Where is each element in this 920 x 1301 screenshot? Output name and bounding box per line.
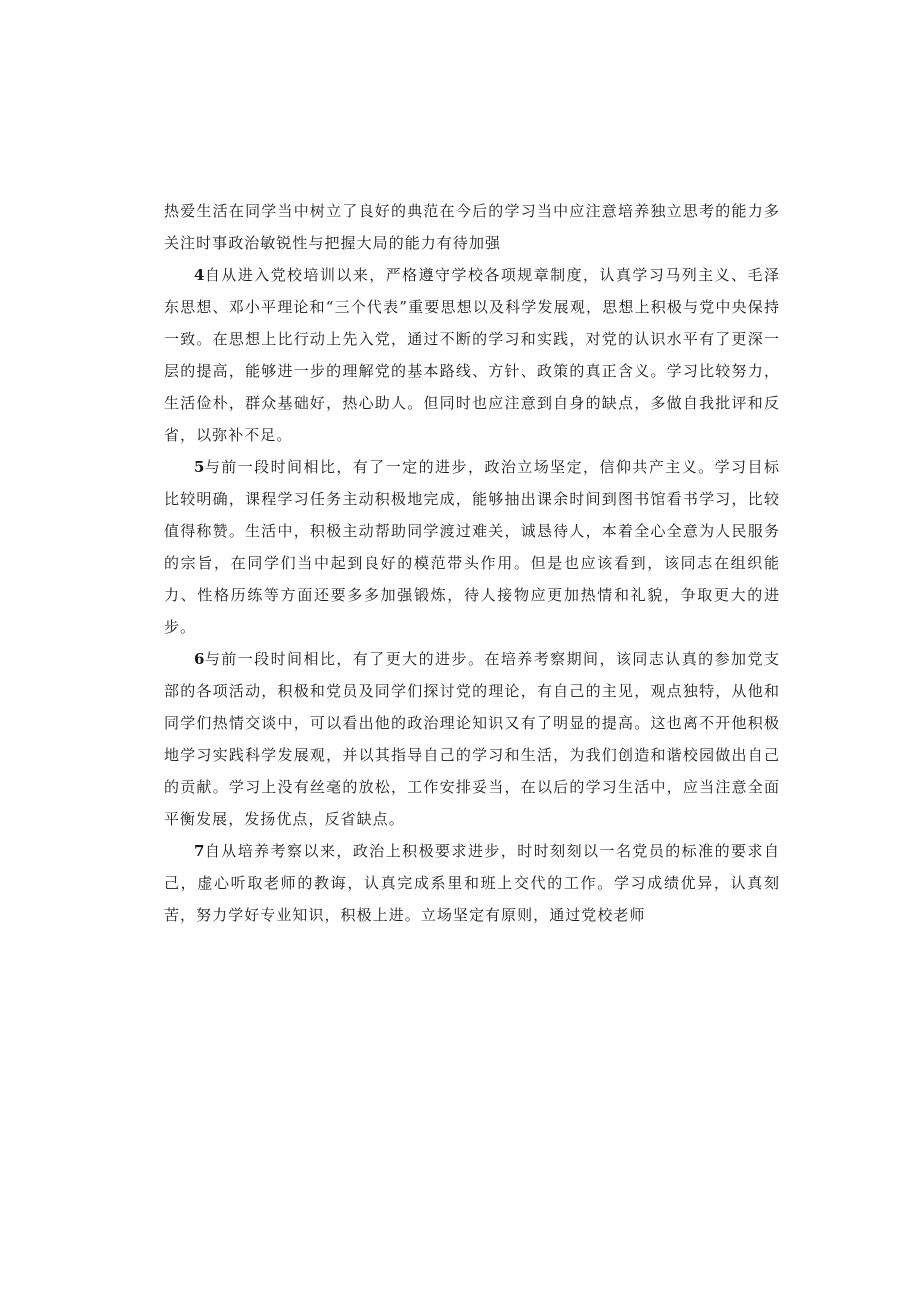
- paragraph-text: 与前一段时间相比，有了更大的进步。在培养考察期间，该同志认真的参加党支部的各项活动，积极和党员及同学们探讨党的理论，有自己的主见，观点独特，从他和同学们热情交谈中，可以看出他的政治理论知识又有了明显的提高。这也离不开他积极地学习实践科学发展观，并以其指导自己的学习和生活，为我们创造和谐校园做出自己的贡献。学习上没有丝毫的放松，工作安排妥当，在以后的学习生活中，应当注意全面平衡发展，发扬优点，反省缺点。: [164, 650, 780, 828]
- paragraph-7: [164, 835, 780, 931]
- paragraph-number: 7: [194, 842, 205, 860]
- paragraph-5: [164, 451, 780, 643]
- paragraph-number: 5: [194, 458, 205, 476]
- paragraph-text: 自从进入党校培训以来，严格遵守学校各项规章制度，认真学习马列主义、毛泽东思想、邓小平理论和“三个代表”重要思想以及科学发展观，思想上积极与党中央保持一致。在思想上比行动上先入党，通过不断的学习和实践，对党的认识水平有了更深一层的提高，能够进一步的理解党的基本路线、方针、政策的真正含义。学习比较努力，生活俭朴，群众基础好，热心助人。但同时也应注意到自身的缺点，多做自我批评和反省，以弥补不足。: [164, 266, 780, 444]
- paragraph-text: 与前一段时间相比，有了一定的进步，政治立场坚定，信仰共产主义。学习目标比较明确，课程学习任务主动积极地完成，能够抽出课余时间到图书馆看书学习，比较值得称赞。生活中，积极主动帮助同学渡过难关，诚恳待人，本着全心全意为人民服务的宗旨，在同学们当中起到良好的模范带头作用。但是也应该看到，该同志在组织能力、性格历练等方面还要多多加强锻炼，待人接物应更加热情和礼貌，争取更大的进步。: [164, 458, 780, 636]
- paragraph-text: 热爱生活在同学当中树立了良好的典范在今后的学习当中应注意培养独立思考的能力多关注时事政治敏锐性与把握大局的能力有待加强: [164, 202, 780, 252]
- paragraph-text: 自从培养考察以来，政治上积极要求进步，时时刻刻以一名党员的标准的要求自己，虚心听取老师的教诲，认真完成系里和班上交代的工作。学习成绩优异，认真刻苦，努力学好专业知识，积极上进。立场坚定有原则，通过党校老师: [164, 842, 780, 924]
- paragraph-6: [164, 643, 780, 835]
- paragraph-4: [164, 259, 780, 451]
- paragraph-number: 6: [194, 650, 205, 668]
- paragraph-continuation: [164, 195, 780, 259]
- document-page: [164, 195, 780, 931]
- paragraph-number: 4: [194, 266, 205, 284]
